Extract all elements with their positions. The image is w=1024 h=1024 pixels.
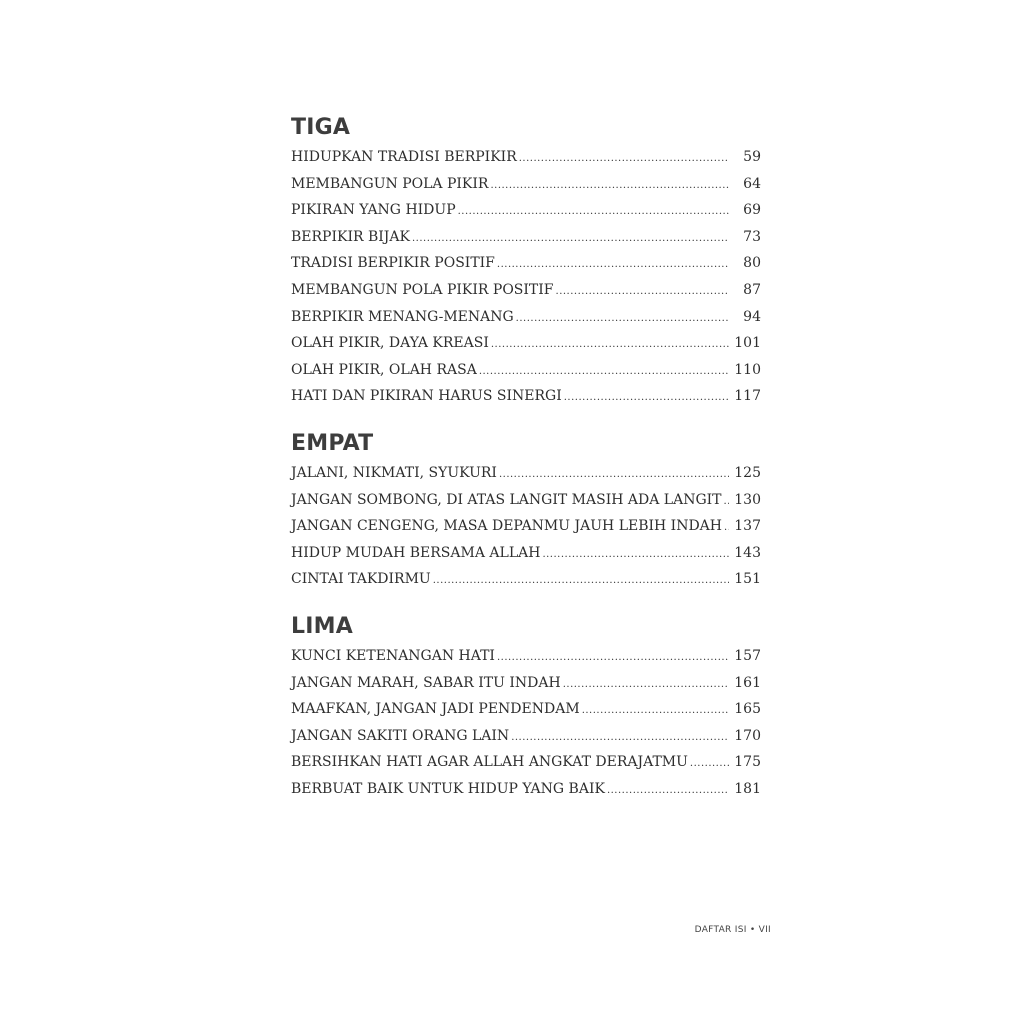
leader-dots (690, 749, 729, 778)
entry-title: JANGAN SOMBONG, DI ATAS LANGIT MASIH ADA LANGIT (291, 491, 722, 508)
entry-title: KUNCI KETENANGAN HATI (291, 647, 495, 664)
toc-entry[interactable] (291, 723, 761, 750)
toc-entry[interactable] (291, 696, 761, 723)
entry-page-number: 80 (743, 255, 761, 272)
entry-page-number: 181 (734, 780, 761, 797)
entry-title: OLAH PIKIR, DAYA KREASI (291, 335, 489, 352)
section-tiga (291, 112, 761, 410)
leader-dots (433, 566, 729, 595)
toc-entry[interactable] (291, 144, 761, 171)
leader-dots (412, 224, 729, 253)
leader-dots (519, 144, 729, 173)
leader-dots (724, 487, 730, 516)
entry-title: TRADISI BERPIKIR POSITIF (291, 255, 495, 272)
leader-dots (490, 171, 729, 200)
leader-dots (497, 250, 729, 279)
toc-entry[interactable] (291, 357, 761, 384)
entry-title: BERPIKIR BIJAK (291, 228, 410, 245)
entry-title: MAAFKAN, JANGAN JADI PENDENDAM (291, 701, 580, 718)
entry-page-number: 165 (734, 701, 761, 718)
entry-page-number: 170 (734, 727, 761, 744)
entry-title: BERSIHKAN HATI AGAR ALLAH ANGKAT DERAJATMU (291, 754, 688, 771)
leader-dots (607, 776, 729, 805)
entry-page-number: 94 (743, 308, 761, 325)
toc-entry[interactable] (291, 566, 761, 593)
toc-entry[interactable] (291, 304, 761, 331)
entry-title: HATI DAN PIKIRAN HARUS SINERGI (291, 388, 562, 405)
entry-title: CINTAI TAKDIRMU (291, 571, 431, 588)
entry-title: MEMBANGUN POLA PIKIR POSITIF (291, 281, 554, 298)
entry-page-number: 130 (734, 491, 761, 508)
entry-page-number: 143 (734, 544, 761, 561)
leader-dots (499, 460, 729, 489)
leader-dots (564, 383, 729, 412)
entry-title: PIKIRAN YANG HIDUP (291, 202, 456, 219)
leader-dots (479, 357, 729, 386)
toc-entry[interactable] (291, 776, 761, 803)
toc-entry[interactable] (291, 540, 761, 567)
toc-entry[interactable] (291, 224, 761, 251)
entry-page-number: 73 (743, 228, 761, 245)
section-title: LIMA (291, 613, 353, 639)
entry-title: BERPIKIR MENANG-MENANG (291, 308, 514, 325)
entry-page-number: 87 (743, 281, 761, 298)
entry-title: JANGAN CENGENG, MASA DEPANMU JAUH LEBIH INDAH (291, 518, 723, 535)
toc-entry[interactable] (291, 277, 761, 304)
entry-page-number: 137 (734, 518, 761, 535)
toc-entry[interactable] (291, 197, 761, 224)
section-lima (291, 611, 761, 803)
leader-dots (563, 670, 729, 699)
entry-page-number: 101 (734, 335, 761, 352)
entry-title: MEMBANGUN POLA PIKIR (291, 175, 489, 192)
entry-page-number: 59 (743, 149, 761, 165)
leader-dots (497, 643, 729, 672)
page-footer: DAFTAR ISI • VII (694, 925, 771, 935)
entry-title: HIDUP MUDAH BERSAMA ALLAH (291, 544, 541, 561)
toc-entry[interactable] (291, 749, 761, 776)
toc-entry[interactable] (291, 643, 761, 670)
table-of-contents (291, 112, 761, 802)
entry-title: BERBUAT BAIK UNTUK HIDUP YANG BAIK (291, 780, 605, 797)
toc-entry[interactable] (291, 330, 761, 357)
toc-entry[interactable] (291, 171, 761, 198)
entry-page-number: 64 (743, 175, 761, 192)
toc-entry[interactable] (291, 670, 761, 697)
entry-page-number: 110 (734, 361, 761, 378)
section-title: TIGA (291, 115, 351, 140)
entry-page-number: 151 (734, 571, 761, 588)
entry-title: OLAH PIKIR, OLAH RASA (291, 361, 477, 378)
leader-dots (542, 540, 729, 569)
entry-title: JANGAN MARAH, SABAR ITU INDAH (291, 674, 561, 691)
leader-dots (511, 723, 729, 752)
leader-dots (491, 330, 729, 359)
toc-entry[interactable] (291, 383, 761, 410)
entry-page-number: 117 (734, 388, 761, 405)
leader-dots (458, 197, 729, 226)
entry-page-number: 175 (734, 754, 761, 771)
entry-title: JANGAN SAKITI ORANG LAIN (291, 727, 510, 744)
section-empat (291, 428, 761, 593)
entry-title: JALANI, NIKMATI, SYUKURI (291, 464, 497, 481)
leader-dots (724, 513, 729, 542)
leader-dots (582, 696, 729, 725)
leader-dots (516, 304, 729, 333)
toc-entry[interactable] (291, 487, 761, 514)
entry-page-number: 161 (734, 674, 761, 691)
entry-page-number: 125 (734, 464, 761, 481)
entry-title: HIDUPKAN TRADISI BERPIKIR (291, 149, 517, 165)
toc-entry[interactable] (291, 460, 761, 487)
toc-entry[interactable] (291, 513, 761, 540)
entry-page-number: 69 (743, 202, 761, 219)
entry-page-number: 157 (734, 647, 761, 664)
leader-dots (556, 277, 729, 306)
section-title: EMPAT (291, 430, 374, 456)
toc-entry[interactable] (291, 250, 761, 277)
